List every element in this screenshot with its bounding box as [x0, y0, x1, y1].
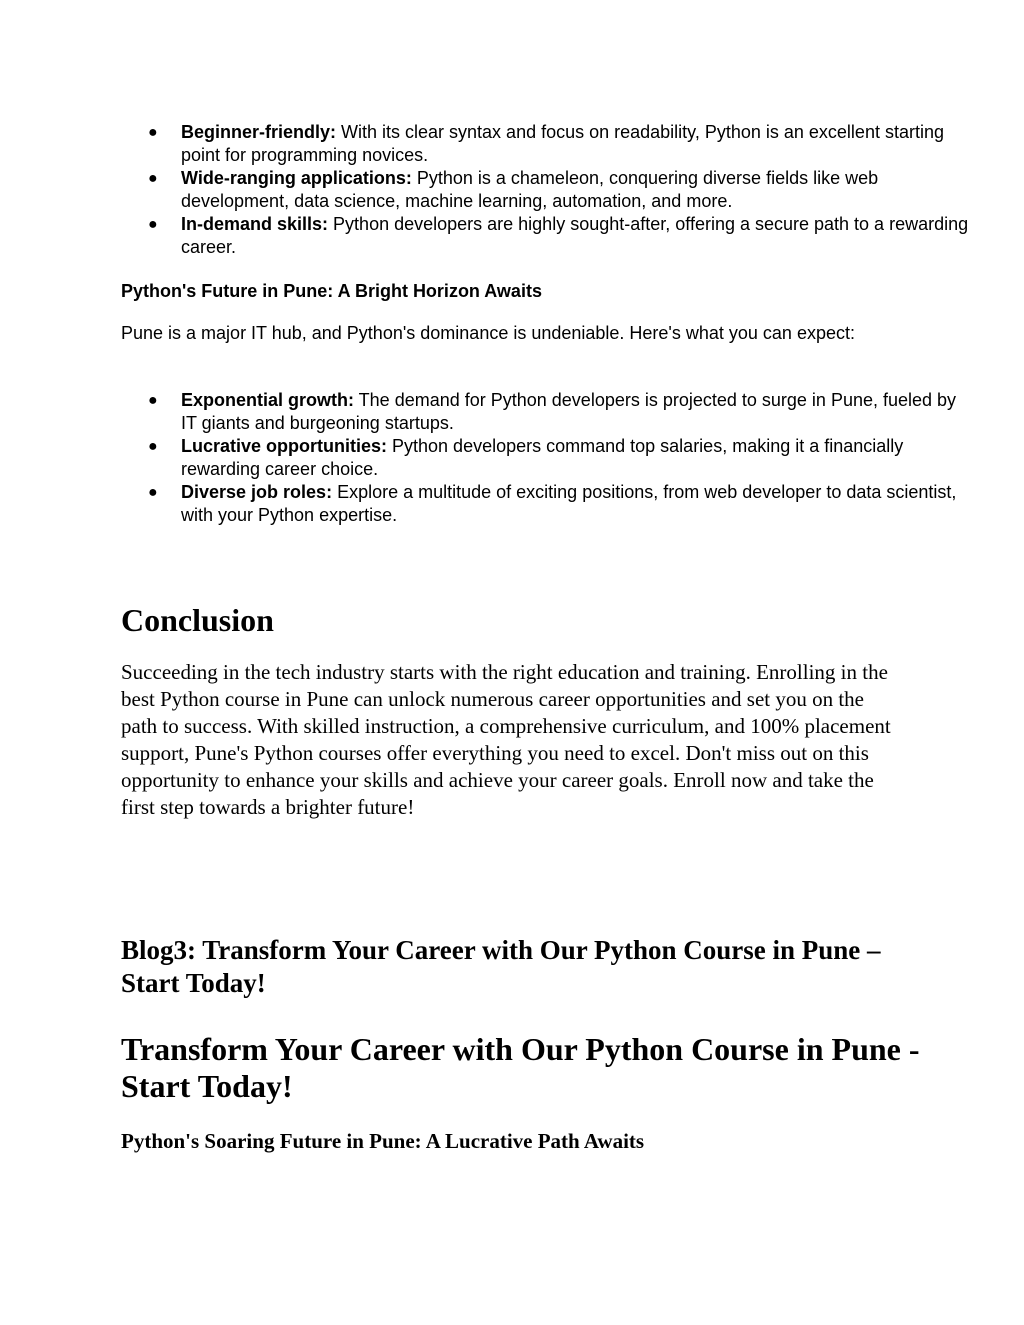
- benefits-list: [121, 121, 971, 259]
- list-item-text: Python is a chameleon, conquering diverse fields like web development, data science, machine learning, automation, and more.: [181, 168, 879, 211]
- conclusion-heading: Conclusion: [121, 602, 274, 638]
- list-item-term: Beginner-friendly:: [181, 122, 337, 142]
- list-item: [148, 213, 971, 259]
- list-item-term: Lucrative opportunities:: [181, 436, 388, 456]
- list-item-text: With its clear syntax and focus on readability, Python is an excellent starting point for programming novices.: [181, 122, 944, 165]
- blog3-heading: Blog3: Transform Your Career with Our Python Course in Pune – Start Today!: [121, 935, 881, 998]
- list-item: [148, 121, 971, 167]
- list-item-term: Wide-ranging applications:: [181, 168, 412, 188]
- list-item: [148, 435, 971, 481]
- future-list: [121, 389, 971, 527]
- list-item: [148, 167, 971, 213]
- bullet-icon: ●: [148, 124, 158, 141]
- bullet-icon: ●: [148, 170, 158, 187]
- list-item-term: In-demand skills:: [181, 214, 329, 234]
- article-title: Transform Your Career with Our Python Course in Pune - Start Today!: [121, 1031, 920, 1104]
- bullet-icon: ●: [148, 438, 158, 455]
- future-heading: Python's Future in Pune: A Bright Horizon Awaits: [121, 281, 542, 301]
- list-item: [148, 481, 971, 527]
- conclusion-paragraph: Succeeding in the tech industry starts with the right education and training. Enrolling in the best Python course in Pune can unlock numerous career opportunities and set you on the path to success. With skilled instruction, a comprehensive curriculum, and 100% placement support, Pune's Python courses offer everything you need to excel. Don't miss out on this opportunity to enhance your skills and achieve your career goals. Enroll now and take the first step towards a brighter future!: [121, 660, 891, 819]
- future-intro: Pune is a major IT hub, and Python's dominance is undeniable. Here's what you can expect:: [121, 323, 855, 343]
- list-item-text: Python developers command top salaries, making it a financially rewarding career choice.: [181, 436, 904, 479]
- bullet-icon: ●: [148, 484, 158, 501]
- article-subheading: Python's Soaring Future in Pune: A Lucrative Path Awaits: [121, 1129, 645, 1153]
- list-item-text: Explore a multitude of exciting positions, from web developer to data scientist, with your Python expertise.: [181, 482, 957, 525]
- list-item: [148, 389, 971, 435]
- list-item-text: The demand for Python developers is projected to surge in Pune, fueled by IT giants and burgeoning startups.: [181, 390, 957, 433]
- list-item-text: Python developers are highly sought-after, offering a secure path to a rewarding career.: [181, 214, 969, 257]
- bullet-icon: ●: [148, 216, 158, 233]
- list-item-term: Exponential growth:: [181, 390, 354, 410]
- list-item-term: Diverse job roles:: [181, 482, 333, 502]
- bullet-icon: ●: [148, 392, 158, 409]
